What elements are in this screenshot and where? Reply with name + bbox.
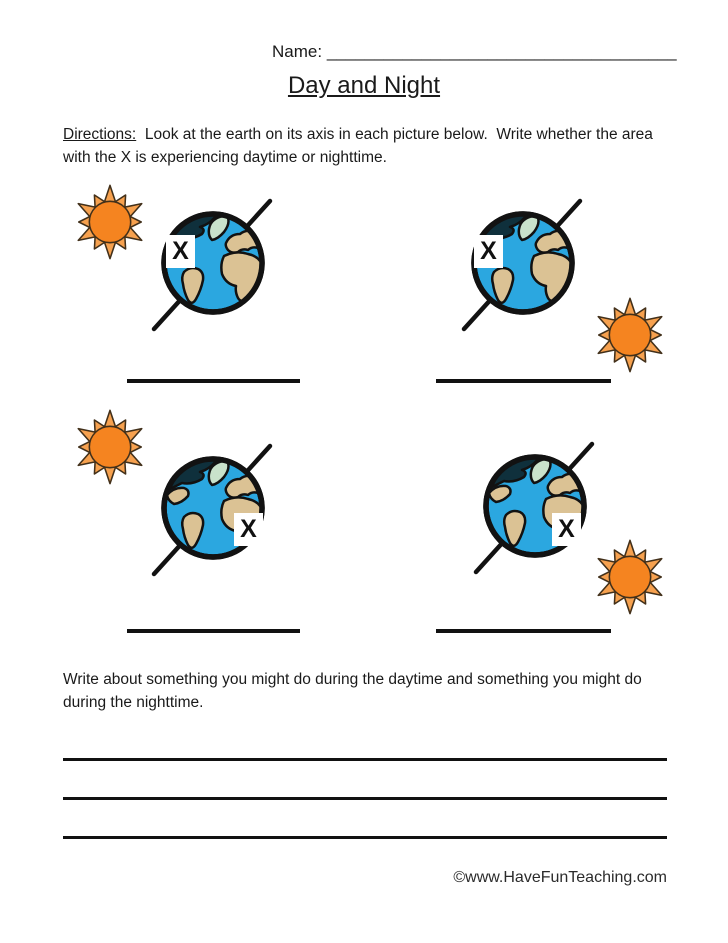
x-marker: X <box>234 513 263 546</box>
answer-blank-line <box>436 379 611 383</box>
directions-label: Directions: <box>63 126 137 143</box>
x-marker: X <box>552 513 581 546</box>
answer-blank-line <box>127 629 300 633</box>
earth-axis-icon <box>470 439 600 579</box>
name-row <box>272 42 677 62</box>
writing-line-1 <box>63 758 667 761</box>
exercise-panel-2 <box>430 180 670 390</box>
exercise-panel-1 <box>63 180 303 390</box>
x-marker: X <box>474 235 503 268</box>
sun-icon <box>71 183 149 261</box>
sun-icon <box>591 296 669 374</box>
exercise-panel-3 <box>63 405 303 640</box>
answer-blank-line <box>436 629 611 633</box>
writing-line-3 <box>63 836 667 839</box>
name-label: Name: <box>272 42 323 61</box>
name-blank-line: _____________________________________ <box>326 42 677 61</box>
exercise-panel-4 <box>430 405 670 640</box>
writing-line-2 <box>63 797 667 800</box>
writing-prompt: Write about something you might do during the daytime and something you might do during the nighttime. <box>63 671 642 712</box>
earth-axis-icon <box>148 441 278 581</box>
directions-text: Look at the earth on its axis in each picture below. Write whether the area with the X is experiencing daytime or nighttime. <box>63 126 658 167</box>
sun-icon <box>71 408 149 486</box>
sun-icon <box>591 538 669 616</box>
x-marker: X <box>166 235 195 268</box>
answer-blank-line <box>127 379 300 383</box>
page-title: Day and Night <box>287 72 441 99</box>
directions <box>63 123 675 170</box>
copyright-credit: ©www.HaveFunTeaching.com <box>453 869 667 886</box>
